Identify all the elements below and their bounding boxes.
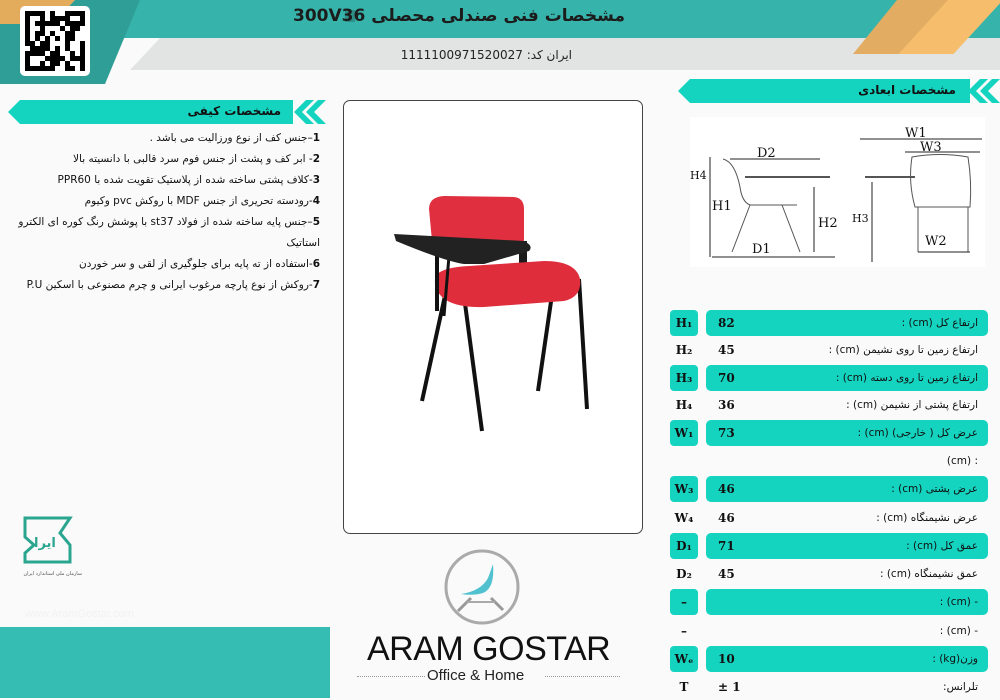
spec-symbol: W₄ xyxy=(674,511,694,525)
spec-label: ارتفاع کل (cm) : xyxy=(901,317,978,329)
spec-bar xyxy=(706,646,988,672)
spec-symbol: W₁ xyxy=(670,420,698,446)
spec-label: وزن(kg) : xyxy=(932,653,978,665)
tagline-rule-right xyxy=(545,676,620,677)
tagline-rule-left xyxy=(357,676,425,677)
svg-text:W2: W2 xyxy=(925,234,947,249)
spec-label: عرض نشیمنگاه (cm) : xyxy=(876,512,978,524)
spec-label: - (cm) : xyxy=(939,596,978,608)
spec-row xyxy=(670,337,990,363)
spec-row xyxy=(670,646,990,672)
spec-row xyxy=(670,618,990,644)
spec-bar xyxy=(706,589,988,615)
spec-label: - (cm) : xyxy=(939,625,978,637)
spec-symbol: D₁ xyxy=(670,533,698,559)
watermark: www.AramGostar.com xyxy=(25,608,134,620)
dimension-section-header xyxy=(678,79,1000,103)
spec-label: تلرانس: xyxy=(943,681,978,693)
spec-row xyxy=(670,589,990,615)
spec-bar xyxy=(706,392,988,418)
spec-symbol: – xyxy=(670,589,698,615)
iran-standard-logo: ایرا سازمان ملی استاندارد ایران xyxy=(22,515,82,585)
dimension-section-title: مشخصات ابعادی xyxy=(858,83,956,97)
spec-label: عرض پشتی (cm) : xyxy=(891,483,978,495)
spec-row xyxy=(670,310,990,336)
footer-teal-block xyxy=(0,627,330,698)
double-chevron-icon xyxy=(966,79,1000,103)
spec-symbol: T xyxy=(679,680,689,694)
spec-symbol: H₄ xyxy=(675,398,693,412)
spec-value: 10 xyxy=(718,652,735,666)
spec-value: 46 xyxy=(718,511,735,525)
spec-bar xyxy=(706,310,988,336)
standard-mark-icon xyxy=(22,515,77,565)
spec-label: ارتفاع پشتی از نشیمن (cm) : xyxy=(846,399,978,411)
spec-label: ارتفاع زمین تا روی نشیمن (cm) : xyxy=(828,344,978,356)
spec-symbol: W₃ xyxy=(670,476,698,502)
quality-item: 1–جنس کف از نوع ورزالیت می باشد . xyxy=(149,132,320,144)
brand-name: ARAM GOSTAR xyxy=(367,630,611,668)
quality-section-title: مشخصات کیفی xyxy=(187,104,281,118)
quality-item: 4-رودسته تحریری از جنس MDF با روکش pvc وکیوم xyxy=(84,195,320,207)
product-image-frame xyxy=(343,100,643,534)
svg-text:D1: D1 xyxy=(752,242,771,257)
spec-bar xyxy=(706,420,988,446)
svg-text:ایرا: ایرا xyxy=(34,536,56,551)
quality-item: 3-کلاف پشتی ساخته شده از پلاستیک تقویت شده با PPR60 xyxy=(57,174,320,186)
spec-value: 82 xyxy=(718,316,735,330)
spec-value: 46 xyxy=(718,482,735,496)
spec-symbol: H₁ xyxy=(670,310,698,336)
svg-text:H3: H3 xyxy=(852,212,869,225)
spec-value: ± 1 xyxy=(718,680,741,694)
spec-bar xyxy=(706,533,988,559)
spec-bar xyxy=(706,674,988,700)
spec-row xyxy=(670,448,990,474)
page-title: مشخصات فنی صندلی محصلی 300V36 xyxy=(293,6,625,26)
svg-text:H4: H4 xyxy=(690,169,707,182)
spec-row xyxy=(670,392,990,418)
spec-symbol: – xyxy=(681,624,687,638)
spec-label: عرض کل ( خارجی) (cm) : xyxy=(857,427,978,439)
spec-label: ارتفاع زمین تا روی دسته (cm) : xyxy=(835,372,978,384)
spec-bar xyxy=(706,505,988,531)
spec-label: : (cm) xyxy=(946,455,978,467)
svg-text:W1: W1 xyxy=(905,126,927,141)
quality-section-header xyxy=(8,100,326,124)
spec-symbol: H₂ xyxy=(675,343,693,357)
svg-text:H2: H2 xyxy=(818,216,838,231)
iran-code-value: 1111100971520027 xyxy=(400,48,523,62)
spec-bar xyxy=(706,448,988,474)
spec-bar xyxy=(706,365,988,391)
spec-symbol: H₃ xyxy=(670,365,698,391)
spec-symbol: Wₑ xyxy=(670,646,698,672)
spec-value: 70 xyxy=(718,371,735,385)
spec-symbol: D₂ xyxy=(676,567,692,581)
chair-image xyxy=(344,101,644,535)
spec-row xyxy=(670,505,990,531)
brand-tagline: Office & Home xyxy=(427,667,525,684)
quality-item: 2- ابر کف و پشت از جنس فوم سرد قالبی با دانسیته بالا xyxy=(73,153,320,165)
spec-bar xyxy=(706,618,988,644)
double-chevron-icon xyxy=(292,100,326,124)
spec-label: عمق کل (cm) : xyxy=(906,540,978,552)
spec-value: 45 xyxy=(718,567,735,581)
aram-gostar-logo-icon xyxy=(443,548,521,626)
spec-row xyxy=(670,476,990,502)
spec-label: عمق نشیمنگاه (cm) : xyxy=(879,568,978,580)
quality-item: 5–جنس پایه ساخته شده از فولاد st37 با پوشش رنگ کوره ای الکترو استاتیک xyxy=(18,216,320,249)
quality-list xyxy=(0,128,320,296)
spec-value: 73 xyxy=(718,426,735,440)
quality-item: 6-استفاده از ته پایه برای جلوگیری از لقی و سر خوردن xyxy=(79,258,320,270)
spec-bar xyxy=(706,476,988,502)
spec-row xyxy=(670,365,990,391)
spec-row xyxy=(670,561,990,587)
dimension-diagram xyxy=(690,117,985,267)
spec-bar xyxy=(706,561,988,587)
spec-value: 71 xyxy=(718,539,735,553)
quality-item: 7-روکش از نوع پارچه مرغوب ایرانی و چرم مصنوعی با اسکین P.U xyxy=(26,279,320,291)
svg-text:D2: D2 xyxy=(757,146,776,161)
spec-value: 36 xyxy=(718,398,735,412)
spec-row xyxy=(670,674,990,700)
qr-code-icon[interactable] xyxy=(20,6,90,76)
svg-text:W3: W3 xyxy=(920,140,942,155)
svg-text:H1: H1 xyxy=(712,199,732,214)
iran-code-label: ایران کد: xyxy=(526,48,572,62)
spec-row xyxy=(670,420,990,446)
spec-bar xyxy=(706,337,988,363)
spec-symbol xyxy=(670,448,698,474)
spec-row xyxy=(670,533,990,559)
iran-code xyxy=(401,48,572,62)
spec-value: 45 xyxy=(718,343,735,357)
